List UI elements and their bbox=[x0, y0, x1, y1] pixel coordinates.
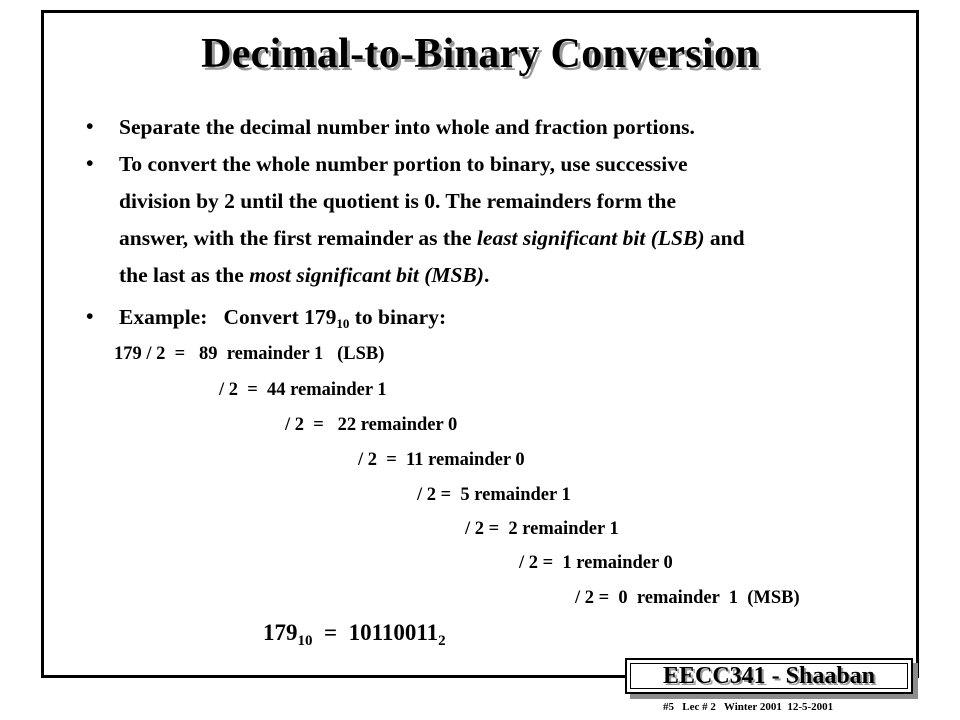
division-step-7: / 2 = 1 remainder 0 bbox=[519, 553, 673, 573]
result-rhs-base: 2 bbox=[438, 633, 446, 649]
division-step-3: / 2 = 22 remainder 0 bbox=[285, 415, 458, 435]
title-wrap bbox=[0, 30, 960, 78]
course-badge-label: EECC341 - Shaaban bbox=[662, 662, 876, 689]
bullet-1-text bbox=[119, 109, 695, 146]
result-rhs: 10110011 bbox=[348, 620, 439, 645]
course-badge bbox=[625, 658, 913, 694]
bullet-marker-3: • bbox=[86, 304, 94, 328]
division-step-5: / 2 = 5 remainder 1 bbox=[417, 485, 571, 505]
bullet-2-line-1: To convert the whole number portion to binary, use successive bbox=[119, 152, 688, 176]
bullet-2-line-4-b: . bbox=[483, 263, 490, 287]
bullet-2-line-3-b: and bbox=[704, 226, 745, 250]
result-equals: = bbox=[312, 620, 349, 645]
bullet-2-line-4-a: the last as the bbox=[119, 263, 250, 287]
bullet-marker-1: • bbox=[86, 114, 94, 138]
conversion-result bbox=[263, 620, 446, 649]
bullet-2-line-4 bbox=[119, 257, 745, 294]
slide-title: Decimal-to-Binary Conversion bbox=[201, 31, 759, 77]
slide-footer: #5 Lec # 2 Winter 2001 12-5-2001 bbox=[663, 701, 834, 713]
division-step-2: / 2 = 44 remainder 1 bbox=[219, 380, 387, 400]
bullet-2-text bbox=[119, 146, 745, 294]
bullet-3-text bbox=[119, 299, 446, 336]
division-step-6: / 2 = 2 remainder 1 bbox=[465, 519, 619, 539]
result-lhs: 179 bbox=[263, 620, 298, 645]
bullet-2-line-3 bbox=[119, 220, 745, 257]
bullet-marker-2: • bbox=[86, 151, 94, 175]
bullet-1-line: Separate the decimal number into whole and fraction portions. bbox=[119, 115, 695, 139]
division-step-4: / 2 = 11 remainder 0 bbox=[358, 450, 525, 470]
example-prefix: Example: Convert 179 bbox=[119, 305, 337, 329]
division-step-1: 179 / 2 = 89 remainder 1 (LSB) bbox=[114, 344, 385, 364]
division-step-8: / 2 = 0 remainder 1 (MSB) bbox=[575, 588, 800, 608]
example-suffix: to binary: bbox=[349, 305, 447, 329]
msb-term: most significant bit (MSB) bbox=[249, 263, 484, 287]
example-base: 10 bbox=[336, 316, 350, 331]
lsb-term: least significant bit (LSB) bbox=[476, 226, 705, 250]
bullet-2-line-3-a: answer, with the first remainder as the bbox=[119, 226, 477, 250]
bullet-2-line-2: division by 2 until the quotient is 0. The remainders form the bbox=[119, 189, 677, 213]
result-lhs-base: 10 bbox=[297, 633, 313, 649]
